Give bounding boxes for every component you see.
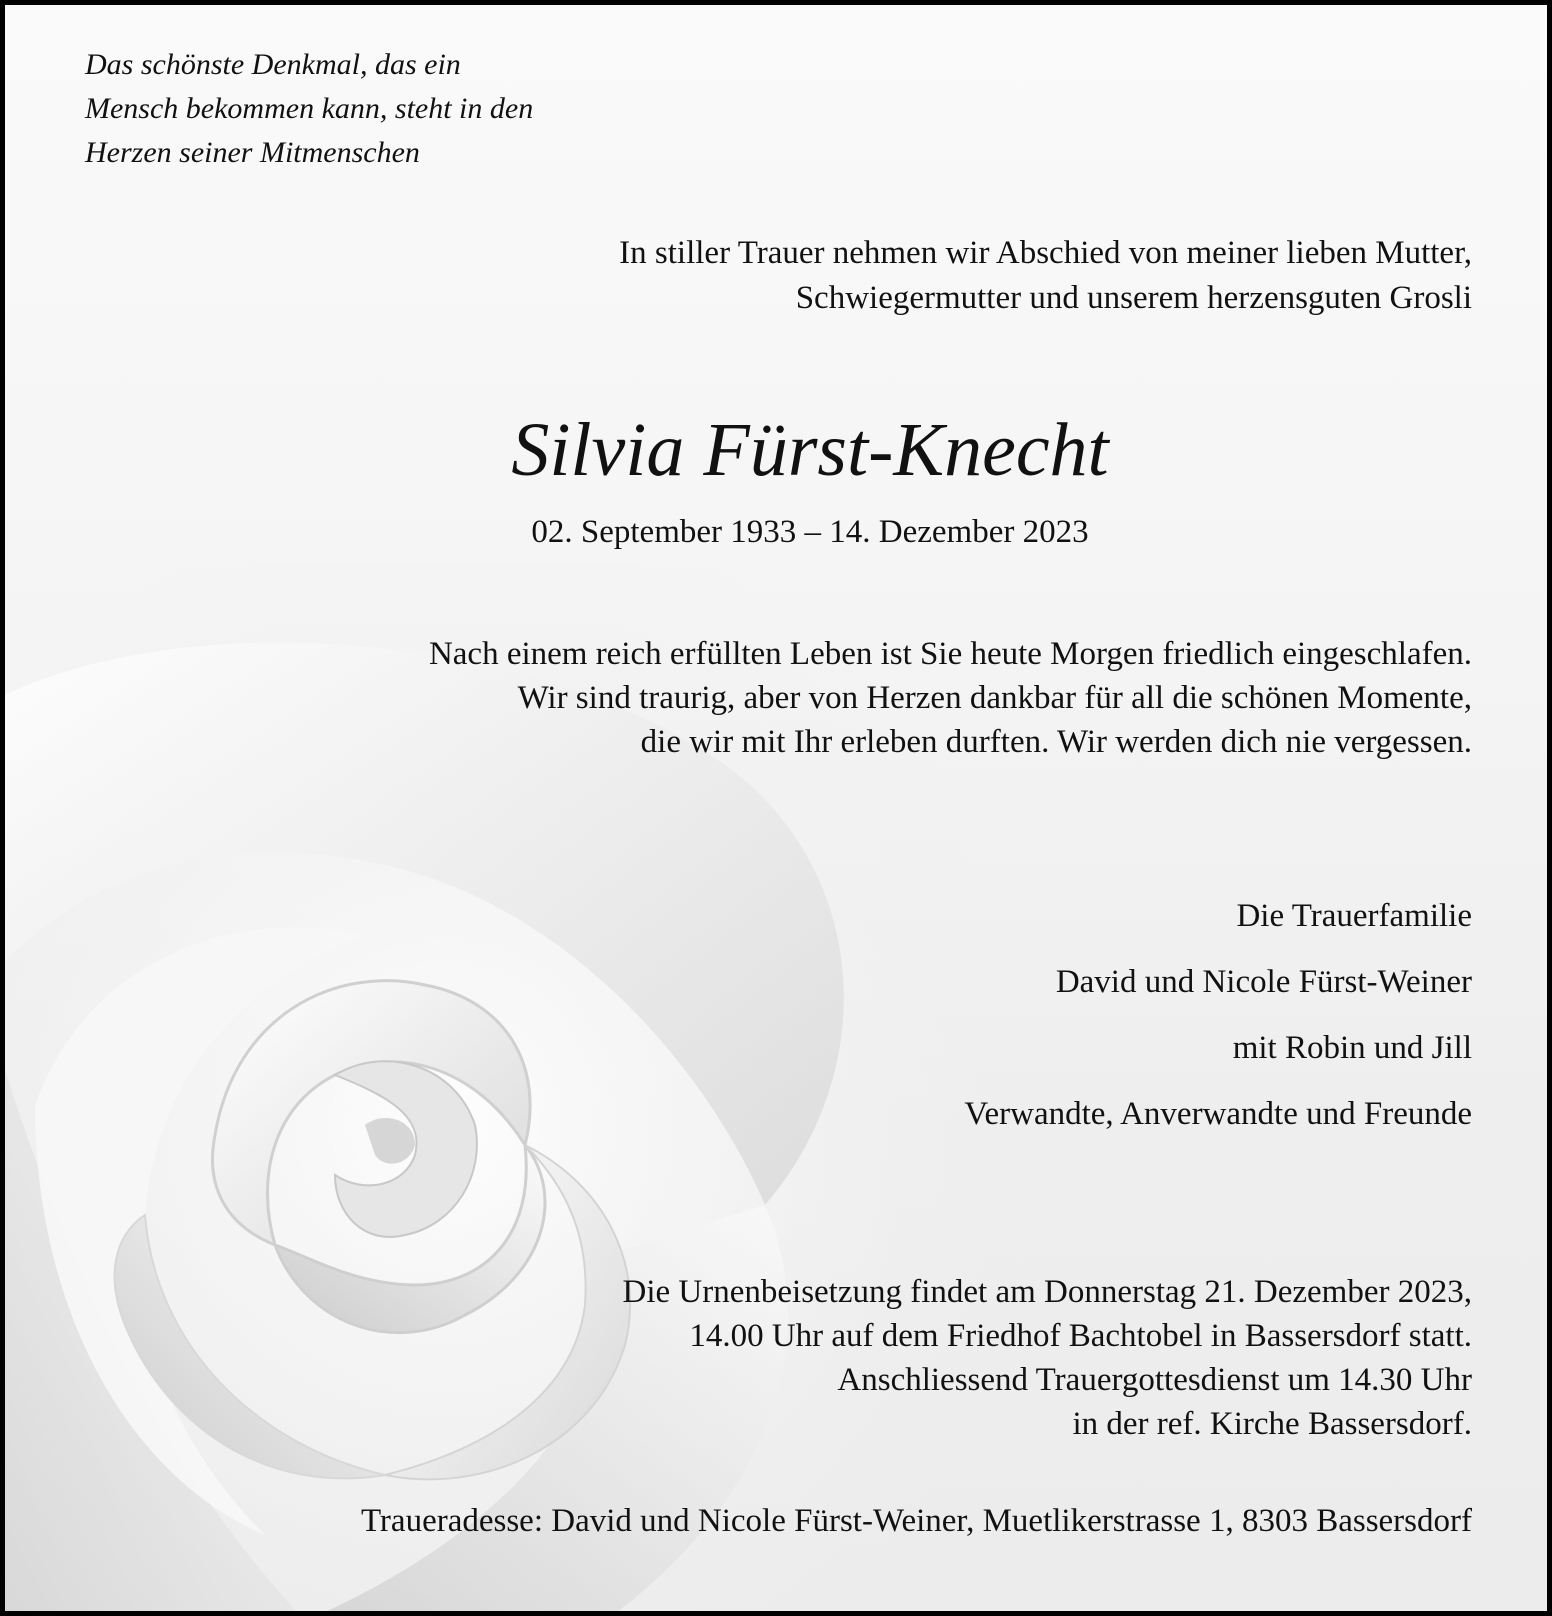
- motto-line: Herzen seiner Mitmenschen: [85, 136, 420, 169]
- ceremony-line: in der ref. Kirche Bassersdorf.: [1072, 1406, 1472, 1442]
- motto-line: Das schönste Denkmal, das ein: [85, 48, 461, 81]
- motto-line: Mensch bekommen kann, steht in den: [85, 92, 534, 125]
- life-dates: 02. September 1933 – 14. Dezember 2023: [531, 514, 1089, 550]
- family-line: David und Nicole Fürst-Weiner: [1055, 964, 1472, 1000]
- address-line: Traueradesse: David und Nicole Fürst-Weiner, Muetlikerstrasse 1, 8303 Bassersdorf: [360, 1503, 1472, 1539]
- memorial-line: Wir sind traurig, aber von Herzen dankbar für all die schönen Momente,: [517, 680, 1472, 716]
- mourning-family: [964, 883, 1472, 1147]
- ceremony-line: 14.00 Uhr auf dem Friedhof Bachtobel in Bassersdorf statt.: [689, 1318, 1472, 1354]
- intro-line: In stiller Trauer nehmen wir Abschied von meiner lieben Mutter,: [619, 235, 1472, 271]
- mourning-address: [361, 1499, 1472, 1543]
- family-line: Verwandte, Anverwandte und Freunde: [964, 1096, 1472, 1132]
- memorial-line: Nach einem reich erfüllten Leben ist Sie heute Morgen friedlich eingeschlafen.: [428, 636, 1472, 672]
- family-line: mit Robin und Jill: [1232, 1030, 1472, 1066]
- intro-line: Schwiegermutter und unserem herzensguten Grosli: [795, 280, 1472, 316]
- deceased-name: Silvia Fürst-Knecht: [511, 408, 1109, 492]
- ceremony-info: [623, 1270, 1472, 1446]
- intro-text: [619, 231, 1472, 321]
- motto-quote: [85, 43, 533, 175]
- family-line: Die Trauerfamilie: [1236, 898, 1472, 934]
- memorial-text: [429, 632, 1472, 764]
- ceremony-line: Anschliessend Trauergottesdienst um 14.30 Uhr: [837, 1362, 1472, 1398]
- memorial-line: die wir mit Ihr erleben durften. Wir werden dich nie vergessen.: [640, 724, 1472, 760]
- ceremony-line: Die Urnenbeisetzung findet am Donnerstag 21. Dezember 2023,: [622, 1274, 1472, 1310]
